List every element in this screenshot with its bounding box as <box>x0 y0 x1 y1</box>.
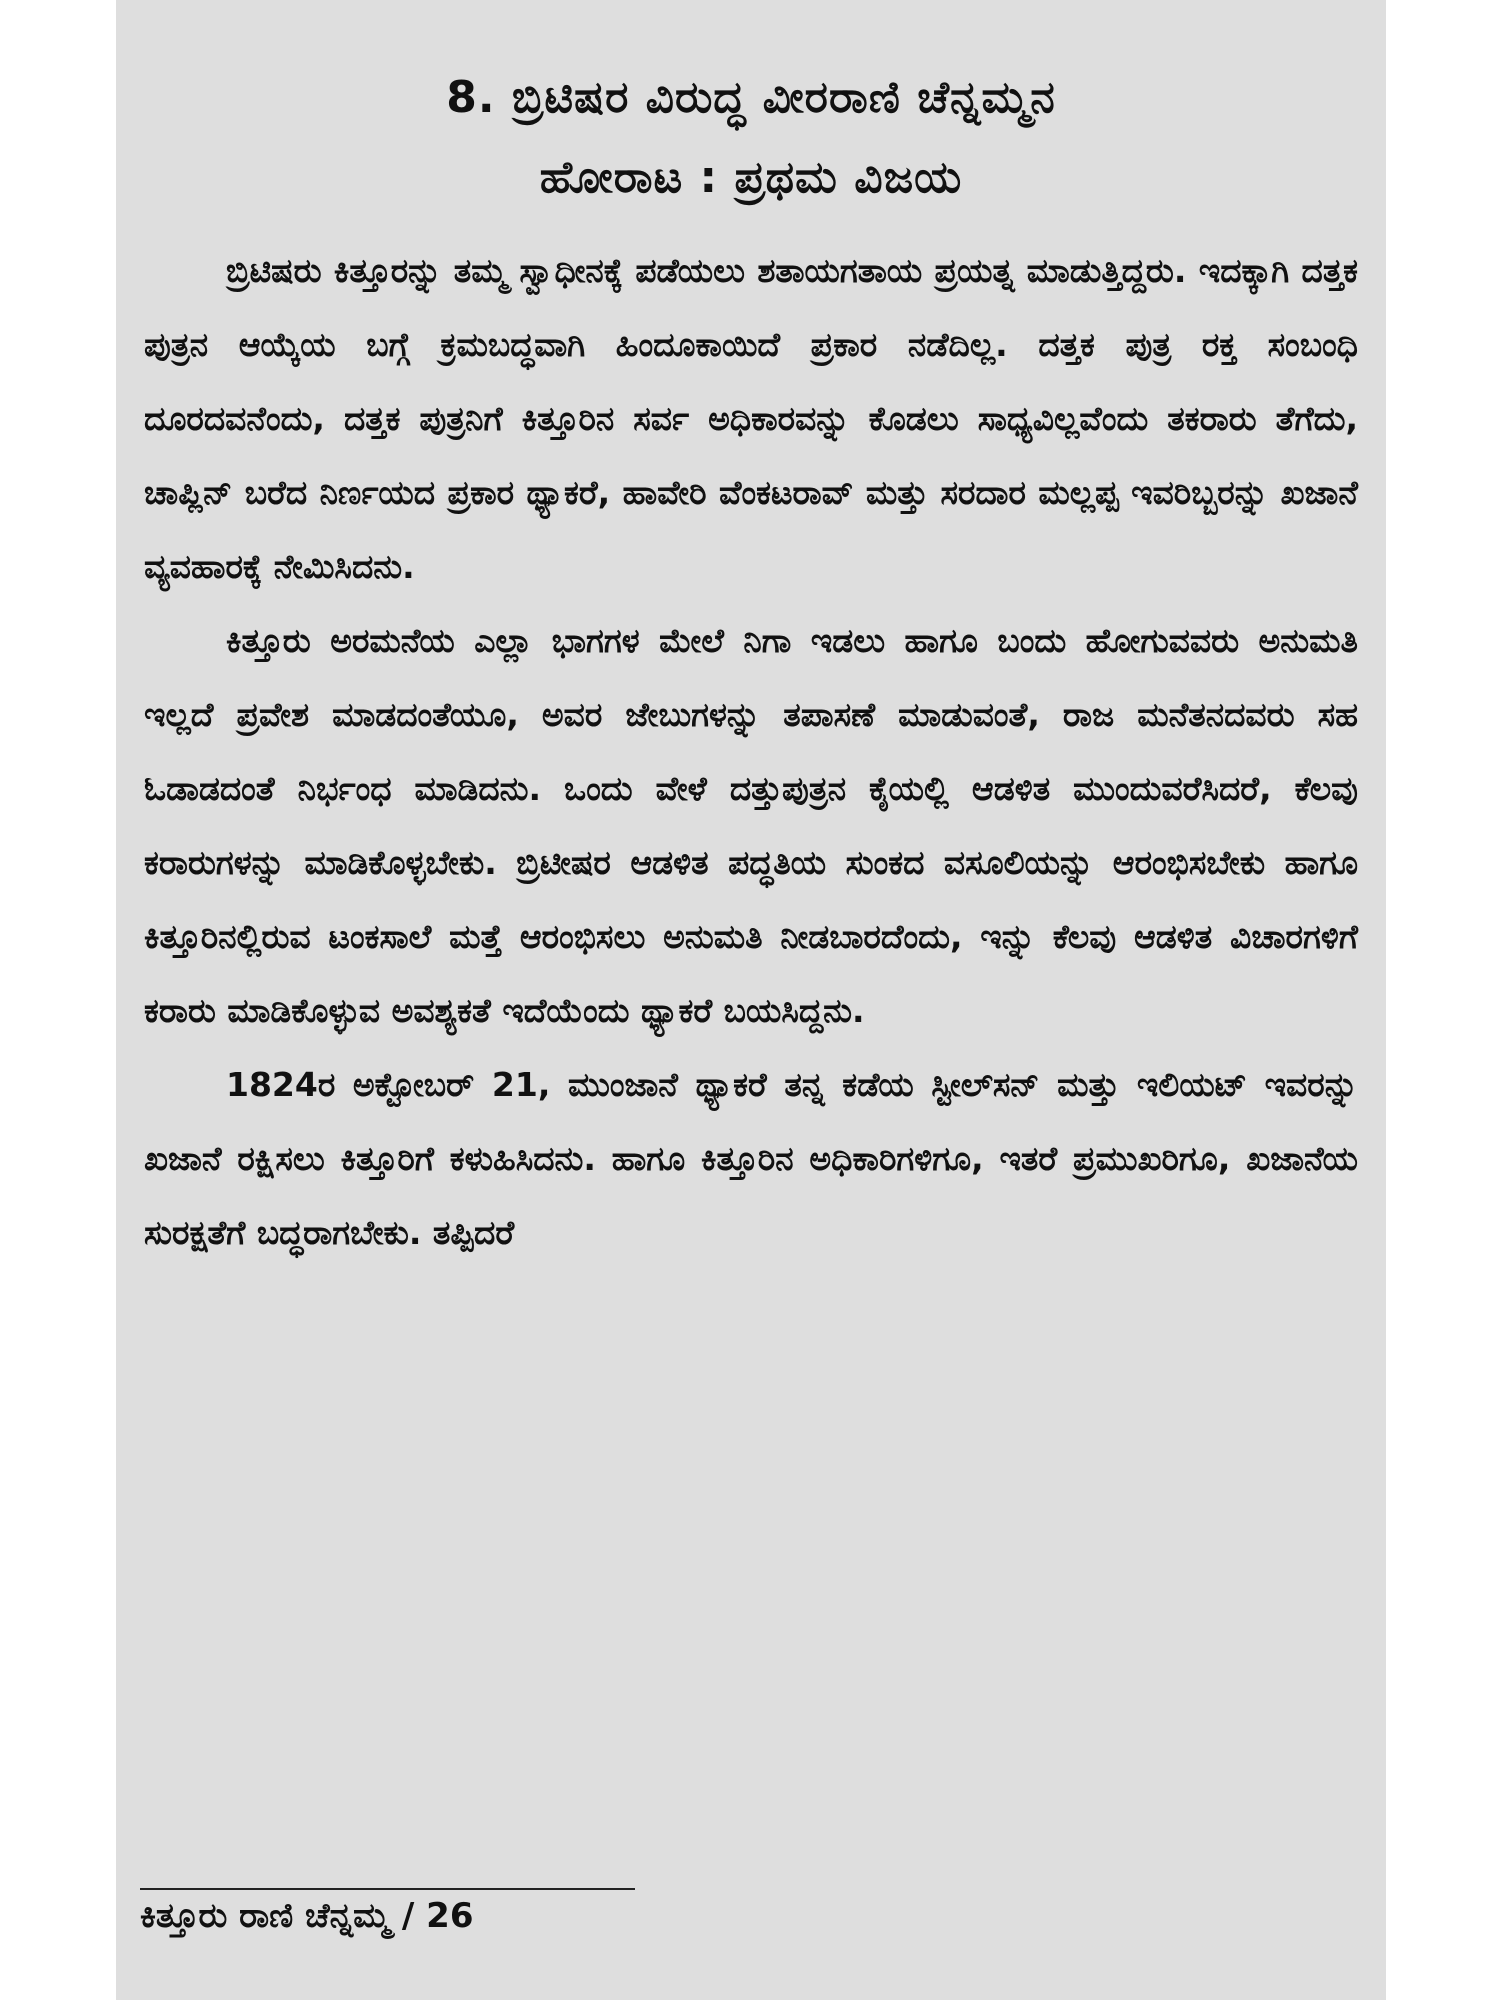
chapter-title-line-1: 8. ಬ್ರಿಟಿಷರ ವಿರುದ್ಧ ವೀರರಾಣಿ ಚೆನ್ನಮ್ಮನ <box>446 72 1056 123</box>
page-footer: ಕಿತ್ತೂರು ರಾಣಿ ಚೆನ್ನಮ್ಮ / 26 <box>140 1896 474 1936</box>
book-page <box>116 0 1386 2000</box>
chapter-heading <box>144 58 1358 218</box>
paragraph-3: 1824ರ ಅಕ್ಟೋಬರ್ 21, ಮುಂಜಾನೆ ಥ್ಯಾಕರೆ ತನ್ನ ಕಡೆಯ ಸ್ಟೀಲ್‌ಸನ್ ಮತ್ತು ಇಲಿಯಟ್ ಇವರನ್ನು ಖಜಾನೆ ರಕ್ಷಿಸಲು ಕಿತ್ತೂರಿಗೆ ಕಳುಹಿಸಿದನು. ಹಾಗೂ ಕಿತ್ತೂರಿನ ಅಧಿಕಾರಿಗಳಿಗೂ, ಇತರೆ ಪ್ರಮುಖರಿಗೂ, ಖಜಾನೆಯ ಸುರಕ್ಷತೆಗೆ ಬದ್ಧರಾಗಬೇಕು. ತಪ್ಪಿದರೆ <box>144 1065 1358 1252</box>
paragraph-2: ಕಿತ್ತೂರು ಅರಮನೆಯ ಎಲ್ಲಾ ಭಾಗಗಳ ಮೇಲೆ ನಿಗಾ ಇಡಲು ಹಾಗೂ ಬಂದು ಹೋಗುವವರು ಅನುಮತಿ ಇಲ್ಲದೆ ಪ್ರವೇಶ ಮಾಡದಂತೆಯೂ, ಅವರ ಜೇಬುಗಳನ್ನು ತಪಾಸಣೆ ಮಾಡುವಂತೆ, ರಾಜ ಮನೆತನದವರು ಸಹ ಓಡಾಡದಂತೆ ನಿರ್ಭಂಧ ಮಾಡಿದನು. ಒಂದು ವೇಳೆ ದತ್ತುಪುತ್ರನ ಕೈಯಲ್ಲಿ ಆಡಳಿತ ಮುಂದುವರೆಸಿದರೆ, ಕೆಲವು ಕರಾರುಗಳನ್ನು ಮಾಡಿಕೊಳ್ಳಬೇಕು. ಬ್ರಿಟೀಷರ ಆಡಳಿತ ಪದ್ಧತಿಯ ಸುಂಕದ ವಸೂಲಿಯನ್ನು ಆರಂಭಿಸಬೇಕು ಹಾಗೂ ಕಿತ್ತೂರಿನಲ್ಲಿರುವ ಟಂಕಸಾಲೆ ಮತ್ತೆ ಆರಂಭಿಸಲು ಅನುಮತಿ ನೀಡಬಾರದೆಂದು, ಇನ್ನು ಕೆಲವು ಆಡಳಿತ ವಿಚಾರಗಳಿಗೆ ಕರಾರು ಮಾಡಿಕೊಳ್ಳುವ ಅವಶ್ಯಕತೆ ಇದೆಯೆಂದು ಥ್ಯಾಕರೆ ಬಯಸಿದ್ದನು. <box>144 621 1358 1030</box>
chapter-title-line-2: ಹೋರಾಟ : ಪ್ರಥಮ ವಿಜಯ <box>539 152 963 203</box>
footer-divider <box>140 1888 635 1890</box>
paragraph-1: ಬ್ರಿಟಿಷರು ಕಿತ್ತೂರನ್ನು ತಮ್ಮ ಸ್ವಾಧೀನಕ್ಕೆ ಪಡೆಯಲು ಶತಾಯಗತಾಯ ಪ್ರಯತ್ನ ಮಾಡುತ್ತಿದ್ದರು. ಇದಕ್ಕಾಗಿ ದತ್ತಕ ಪುತ್ರನ ಆಯ್ಕೆಯ ಬಗ್ಗೆ ಕ್ರಮಬದ್ಧವಾಗಿ ಹಿಂದೂಕಾಯಿದೆ ಪ್ರಕಾರ ನಡೆದಿಲ್ಲ. ದತ್ತಕ ಪುತ್ರ ರಕ್ತ ಸಂಬಂಧಿ ದೂರದವನೆಂದು, ದತ್ತಕ ಪುತ್ರನಿಗೆ ಕಿತ್ತೂರಿನ ಸರ್ವ ಅಧಿಕಾರವನ್ನು ಕೊಡಲು ಸಾಧ್ಯವಿಲ್ಲವೆಂದು ತಕರಾರು ತೆಗೆದು, ಚಾಪ್ಲಿನ್ ಬರೆದ ನಿರ್ಣಯದ ಪ್ರಕಾರ ಥ್ಯಾಕರೆ, ಹಾವೇರಿ ವೆಂಕಟರಾವ್ ಮತ್ತು ಸರದಾರ ಮಲ್ಲಪ್ಪ ಇವರಿಬ್ಬರನ್ನು ಖಜಾನೆ ವ್ಯವಹಾರಕ್ಕೆ ನೇಮಿಸಿದನು. <box>144 251 1358 586</box>
